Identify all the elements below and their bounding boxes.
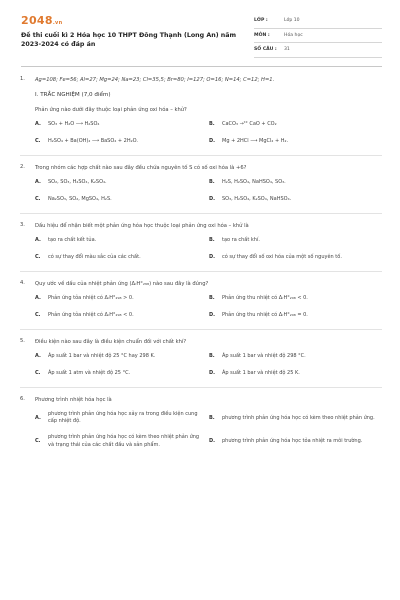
answer-options (35, 237, 382, 262)
option-text: Áp suất 1 bar và nhiệt độ 25 K. (222, 370, 300, 377)
option-text: Phản ứng thu nhiệt có ΔᵣH°₂₉₈ < 0. (222, 295, 308, 302)
option-letter: A. (35, 295, 41, 302)
option-text: Áp suất 1 atm và nhiệt độ 25 °C. (48, 370, 131, 377)
question-text: Trong nhóm các hợp chất nào sau đây đều chứa nguyên tố S có số oxi hóa là +6? (35, 165, 247, 171)
option-c[interactable] (35, 434, 209, 448)
question-list (20, 76, 382, 449)
option-b[interactable] (209, 411, 383, 425)
option-b[interactable] (209, 237, 383, 245)
option-d[interactable] (209, 196, 383, 204)
option-a[interactable] (35, 179, 209, 187)
option-text: Áp suất 1 bar và nhiệt độ 298 °C. (222, 353, 306, 360)
option-c[interactable] (35, 254, 209, 262)
logo-text: 2048 (21, 14, 53, 27)
option-letter: D. (209, 370, 216, 377)
option-letter: C. (35, 438, 41, 444)
exam-meta-table (254, 14, 382, 58)
question-text: Dấu hiệu để nhận biết một phản ứng hóa học thuộc loại phản ứng oxi hóa – khử là (35, 223, 249, 229)
question-divider (20, 155, 382, 156)
page-header (0, 0, 400, 64)
answer-options (35, 179, 382, 204)
option-text: CaCO₃ →ᵗ° CaO + CO₂ (222, 121, 277, 128)
option-letter: B. (209, 295, 215, 302)
section-heading: I. TRẮC NGHIỆM (7,0 điểm) (35, 92, 111, 98)
question-divider (20, 271, 382, 272)
meta-label: SỐ CÂU : (254, 47, 277, 53)
option-letter: B. (209, 414, 215, 421)
question-3 (20, 222, 382, 262)
meta-label: MÔN : (254, 32, 270, 38)
option-text: phương trình phản ứng hóa học xảy ra trong điều kiện cung cấp nhiệt độ. (48, 411, 198, 425)
answer-options (35, 353, 382, 378)
option-text: SO₃ + H₂O ⟶ H₂SO₄ (48, 121, 100, 128)
question-4 (20, 280, 382, 320)
option-text: Phản ứng thu nhiệt có ΔᵣH°₂₉₈ = 0. (222, 312, 308, 319)
question-number: 6. (20, 396, 25, 402)
option-a[interactable] (35, 411, 209, 425)
option-text: Mg + 2HCl ⟶ MgCl₂ + H₂. (222, 138, 289, 145)
site-logo[interactable] (21, 14, 62, 27)
document-title: Đề thi cuối kì 2 Hóa học 10 THPT Đông Thạnh (Long An) năm 2023-2024 có đáp án (21, 32, 237, 49)
option-text: Áp suất 1 bar và nhiệt độ 25 °C hay 298 K. (48, 353, 156, 360)
option-c[interactable] (35, 312, 209, 320)
option-text: có sự thay đổi màu sắc của các chất. (48, 254, 141, 261)
option-letter: D. (209, 138, 216, 145)
option-letter: B. (209, 179, 215, 186)
meta-label: LỚP : (254, 18, 268, 24)
question-divider (20, 329, 382, 330)
question-number: 4. (20, 280, 25, 286)
option-a[interactable] (35, 353, 209, 361)
option-text: Na₂SO₃, SO₂, MgSO₄, H₂S. (48, 196, 112, 203)
option-letter: A. (35, 179, 41, 186)
option-d[interactable] (209, 138, 383, 146)
option-d[interactable] (209, 254, 383, 262)
option-text: tạo ra chất khí. (222, 237, 260, 244)
option-letter: C. (35, 254, 41, 261)
option-text: phương trình phản ứng hóa học có kèm theo nhiệt phản ứng. (222, 414, 375, 421)
question-text: Ag=108; Fe=56; Al=27; Mg=24; Na=23; Cl=35,5; Br=80; I=127; O=16; N=14; C=12; H=1. (35, 77, 275, 83)
option-text: H₂SO₄ + Ba(OH)₂ ⟶ BaSO₄ + 2H₂O. (48, 138, 138, 145)
option-b[interactable] (209, 121, 383, 129)
question-text: Điều kiện nào sau đây là điều kiện chuẩn đối với chất khí? (35, 339, 187, 345)
answer-options (35, 121, 382, 146)
meta-row-question-count (254, 43, 382, 58)
option-text: Phản ứng tỏa nhiệt có ΔᵣH°₂₉₈ < 0. (48, 312, 134, 319)
option-c[interactable] (35, 196, 209, 204)
option-text: SO₂, SO₃, H₂SO₄, K₂SO₄. (48, 179, 107, 186)
option-letter: D. (209, 312, 216, 319)
question-1 (20, 76, 382, 146)
question-prompt: Phản ứng nào dưới đây thuộc loại phản ứng oxi hóa – khử? (35, 107, 187, 113)
option-letter: C. (35, 312, 41, 319)
answer-options (35, 411, 382, 449)
option-text: Phản ứng tỏa nhiệt có ΔᵣH°₂₉₈ > 0. (48, 295, 134, 302)
option-d[interactable] (209, 434, 383, 448)
meta-value: Hóa học (284, 32, 303, 38)
option-letter: B. (209, 237, 215, 244)
option-letter: A. (35, 121, 41, 128)
option-d[interactable] (209, 312, 383, 320)
question-number: 5. (20, 338, 25, 344)
answer-options (35, 295, 382, 320)
option-a[interactable] (35, 295, 209, 303)
question-text: Phương trình nhiệt hóa học là (35, 397, 112, 403)
question-number: 1. (20, 76, 25, 82)
question-5 (20, 338, 382, 378)
question-number: 3. (20, 222, 25, 228)
option-letter: D. (209, 438, 216, 444)
option-text: tạo ra chất kết tủa. (48, 237, 97, 244)
logo-domain: .vn (52, 20, 63, 26)
option-a[interactable] (35, 237, 209, 245)
option-c[interactable] (35, 138, 209, 146)
option-letter: A. (35, 237, 41, 244)
option-letter: D. (209, 196, 216, 203)
option-letter: C. (35, 370, 41, 377)
option-b[interactable] (209, 179, 383, 187)
option-letter: A. (35, 353, 41, 360)
option-text: có sự thay đổi số oxi hóa của một số nguyên tố. (222, 254, 342, 261)
option-letter: D. (209, 254, 216, 261)
option-text: SO₃, H₂SO₄, K₂SO₄, NaHSO₄. (222, 196, 292, 203)
question-2 (20, 164, 382, 204)
option-letter: C. (35, 196, 41, 203)
option-letter: C. (35, 138, 41, 145)
meta-row-class (254, 14, 382, 29)
option-letter: B. (209, 121, 215, 128)
question-text: Quy ước về dấu của nhiệt phản ứng (ΔᵣH°₂₉₈) nào sau đây là đúng? (35, 281, 209, 287)
option-text: phương trình phản ứng hóa học có kèm theo nhiệt phản ứng và trạng thái của các chất đầu và sản phẩm. (48, 434, 200, 448)
question-divider (20, 213, 382, 214)
option-text: phương trình phản ứng hóa học tỏa nhiệt ra môi trường. (222, 438, 363, 444)
option-c[interactable] (35, 370, 209, 378)
meta-value: Lớp 10 (284, 18, 300, 24)
option-letter: A. (35, 414, 41, 421)
header-divider (21, 66, 382, 67)
question-number: 2. (20, 164, 25, 170)
question-6 (20, 396, 382, 449)
option-text: H₂S, H₂SO₄, NaHSO₄, SO₃. (222, 179, 286, 186)
option-a[interactable] (35, 121, 209, 129)
meta-row-subject (254, 29, 382, 44)
meta-value: 31 (284, 47, 290, 53)
option-b[interactable] (209, 353, 383, 361)
option-letter: B. (209, 353, 215, 360)
question-divider (20, 387, 382, 388)
option-d[interactable] (209, 370, 383, 378)
option-b[interactable] (209, 295, 383, 303)
